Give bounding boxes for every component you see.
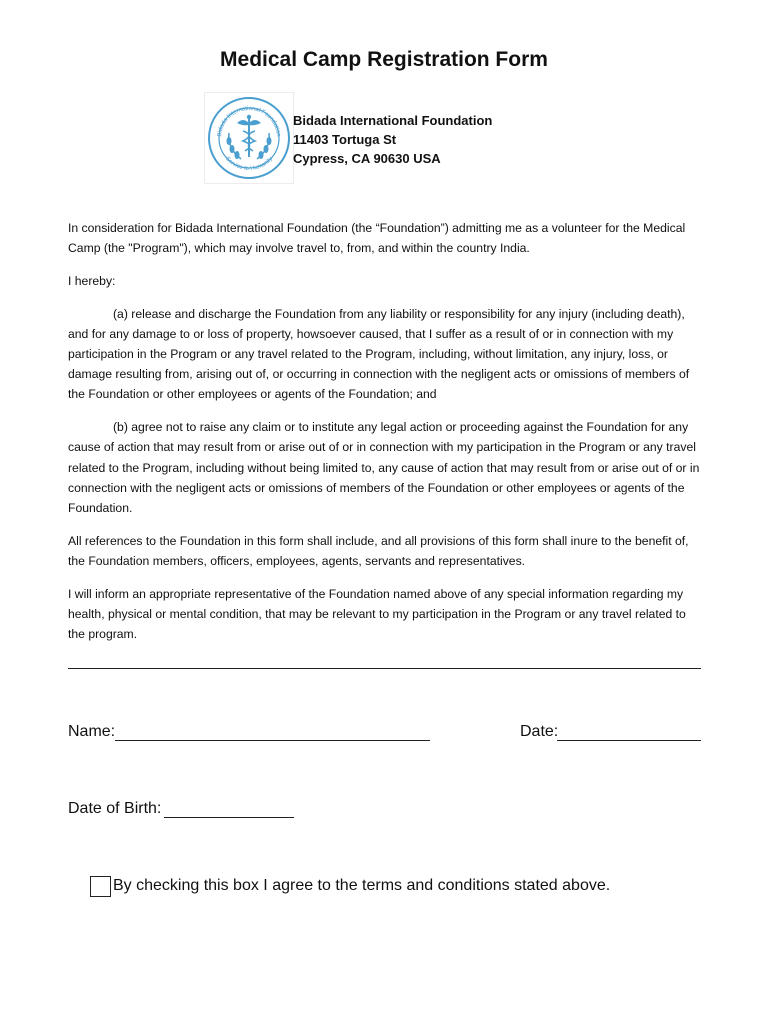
organization-name: Bidada International Foundation: [293, 113, 493, 128]
svg-text:Service to Humanity: Service to Humanity: [224, 156, 274, 173]
date-label: Date:: [520, 723, 559, 740]
organization-address: [293, 111, 492, 168]
organization-city: Cypress, CA 90630 USA: [293, 151, 441, 166]
dob-field[interactable]: [164, 817, 294, 818]
waiver-clause-a: (a) release and discharge the Foundation from any liability or responsibility for any injury (including death), and for any damage to or loss of property, howsoever caused, that I suffer as a result of or in connection with my participation in the Program or any travel related to the Program, including, without limitation, any injury, loss, or damage resulting from, arising out of, or occurring in connection with the negligent acts or omissions of members of the Foundation or other employees or agents of the Foundation; and: [68, 306, 690, 402]
name-field[interactable]: [115, 740, 430, 741]
foundation-logo: [204, 92, 294, 184]
svg-text:Bidada International Foundatio: Bidada International Foundation: [216, 105, 282, 137]
organization-street: 11403 Tortuga St: [293, 132, 397, 147]
name-label: Name:: [68, 723, 116, 740]
waiver-text: [68, 218, 704, 657]
waiver-references: All references to the Foundation in this form shall include, and all provisions of this form shall inure to the benefit of, the Foundation members, officers, employees, agents, servants and representatives.: [68, 533, 689, 568]
agree-checkbox[interactable]: [90, 876, 111, 897]
dob-label: Date of Birth:: [68, 800, 162, 817]
divider-line: [68, 668, 701, 669]
waiver-clause-b: (b) agree not to raise any claim or to institute any legal action or proceeding against the Foundation for any cause of action that may result from or arise out of or in connection with my participation in the Program or any travel related to the Program, including without being limited to, any cause of action that may result from or arise out of or in connection with the negligent acts or omissions of members of the Foundation or other employees or agents of the Foundation.: [68, 420, 700, 515]
date-field[interactable]: [557, 740, 701, 741]
waiver-inform: I will inform an appropriate representative of the Foundation named above of any special information regarding my health, physical or mental condition, that may be relevant to my participation in the Program or any travel related to the program.: [68, 586, 686, 641]
waiver-hereby: I hereby:: [68, 273, 116, 288]
waiver-intro: In consideration for Bidada International Foundation (the “Foundation”) admitting me as a volunteer for the Medical Camp (the "Program"), which may involve travel to, from, and within the country India.: [68, 221, 686, 256]
agree-label: By checking this box I agree to the terms and conditions stated above.: [113, 877, 611, 894]
form-title: Medical Camp Registration Form: [220, 48, 548, 71]
